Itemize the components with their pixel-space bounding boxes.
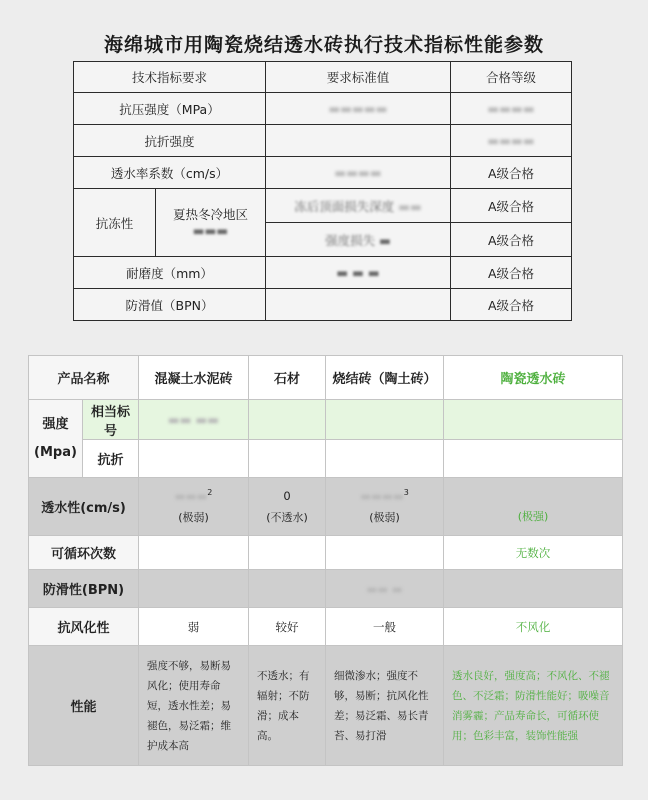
weathering-stone: 较好: [249, 608, 326, 646]
frost-region-note: ▬▬▬: [192, 222, 229, 238]
spec-label: 透水率系数（cm/s）: [74, 157, 266, 189]
spec-value: [266, 125, 451, 157]
slip-stone: [249, 570, 326, 608]
spec-value-frost-2: 强度损失 ▬: [266, 223, 451, 257]
spec-grade: A级合格: [451, 157, 572, 189]
spec-value: ▬▬▬▬: [266, 157, 451, 189]
strength-equiv-stone: [249, 400, 326, 440]
spec-row-slip: [74, 289, 572, 321]
strength-flex-concrete: [139, 440, 249, 478]
cycles-row: [29, 536, 623, 570]
header-ceramic: 陶瓷透水砖: [444, 356, 623, 400]
spec-label: 抗压强度（MPa）: [74, 93, 266, 125]
frost-region-label: 夏热冬冷地区: [173, 206, 249, 222]
header-concrete: 混凝土水泥砖: [139, 356, 249, 400]
spec-value: ▬▬▬▬▬: [266, 93, 451, 125]
spec-table: [73, 61, 572, 321]
spec-label: 耐磨度（mm）: [74, 257, 266, 289]
performance-fired: 细微渗水；强度不够，易断；抗风化性差；易泛霜、易长青苔、易打滑: [326, 646, 444, 766]
spec-grade: A级合格: [451, 257, 572, 289]
performance-label: 性能: [29, 646, 139, 766]
slip-concrete: [139, 570, 249, 608]
slip-ceramic: [444, 570, 623, 608]
spec-value: ▬ ▬ ▬: [266, 257, 451, 289]
spec-value: [266, 289, 451, 321]
spec-row-permeability: [74, 157, 572, 189]
spec-grade: ▬▬▬▬: [451, 125, 572, 157]
spec-grade: A级合格: [451, 289, 572, 321]
spec-header-grade: 合格等级: [451, 62, 572, 93]
strength-flex-row: [29, 440, 623, 478]
spec-label-frost: 抗冻性: [74, 189, 156, 257]
spec-row-frost-1: [74, 189, 572, 223]
performance-ceramic: 透水良好，强度高；不风化、不褪色、不泛霜；防滑性能好；吸噪音消雾霾；产品寿命长，可循环使用；色彩丰富，装饰性能强: [444, 646, 623, 766]
strength-flex-ceramic: [444, 440, 623, 478]
weathering-ceramic: 不风化: [444, 608, 623, 646]
spec-header-requirement: 技术指标要求: [74, 62, 266, 93]
spec-row-flexural: [74, 125, 572, 157]
strength-flex-stone: [249, 440, 326, 478]
permeability-fired: ▬▬▬▬$^3$ (极弱): [326, 478, 444, 536]
slip-row: [29, 570, 623, 608]
strength-equiv-row: [29, 400, 623, 440]
page-title: 海绵城市用陶瓷烧结透水砖执行技术指标性能参数: [103, 34, 544, 56]
weathering-label: 抗风化性: [29, 608, 139, 646]
header-fired: 烧结砖（陶土砖）: [326, 356, 444, 400]
spec-frost-region: [156, 189, 266, 257]
weathering-row: [29, 608, 623, 646]
spec-value-frost-1: 冻后顶面损失深度 ▬▬: [266, 189, 451, 223]
comparison-header-row: [29, 356, 623, 400]
strength-equiv-concrete: ▬▬ ▬▬: [139, 400, 249, 440]
cycles-concrete: [139, 536, 249, 570]
slip-fired: ▬▬ ▬: [326, 570, 444, 608]
spec-label: 防滑值（BPN）: [74, 289, 266, 321]
permeability-row: [29, 478, 623, 536]
cycles-ceramic: 无数次: [444, 536, 623, 570]
permeability-ceramic: (极强): [444, 478, 623, 536]
spec-row-compressive: [74, 93, 572, 125]
header-product-name: 产品名称: [29, 356, 139, 400]
strength-equiv-fired: [326, 400, 444, 440]
permeability-stone: 0 (不透水): [249, 478, 326, 536]
cycles-stone: [249, 536, 326, 570]
strength-flex-fired: [326, 440, 444, 478]
performance-row: [29, 646, 623, 766]
comparison-table: [28, 355, 623, 766]
strength-flex-label: 抗折: [83, 440, 139, 478]
weathering-fired: 一般: [326, 608, 444, 646]
strength-equiv-label: 相当标号: [83, 400, 139, 440]
weathering-concrete: 弱: [139, 608, 249, 646]
performance-concrete: 强度不够，易断易风化；使用寿命短，透水性差；易褪色，易泛霜；维护成本高: [139, 646, 249, 766]
strength-equiv-ceramic: [444, 400, 623, 440]
strength-label: 强度 (Mpa): [29, 400, 83, 478]
performance-stone: 不透水；有辐射；不防滑；成本高。: [249, 646, 326, 766]
spec-header-row: [74, 62, 572, 93]
permeability-label: 透水性(cm/s): [29, 478, 139, 536]
spec-grade-frost-1: A级合格: [451, 189, 572, 223]
spec-grade: ▬▬▬▬: [451, 93, 572, 125]
cycles-label: 可循环次数: [29, 536, 139, 570]
spec-header-standard: 要求标准值: [266, 62, 451, 93]
slip-label: 防滑性(BPN): [29, 570, 139, 608]
spec-label: 抗折强度: [74, 125, 266, 157]
header-stone: 石材: [249, 356, 326, 400]
permeability-concrete: ▬▬▬$^2$ (极弱): [139, 478, 249, 536]
cycles-fired: [326, 536, 444, 570]
spec-row-abrasion: [74, 257, 572, 289]
spec-grade-frost-2: A级合格: [451, 223, 572, 257]
